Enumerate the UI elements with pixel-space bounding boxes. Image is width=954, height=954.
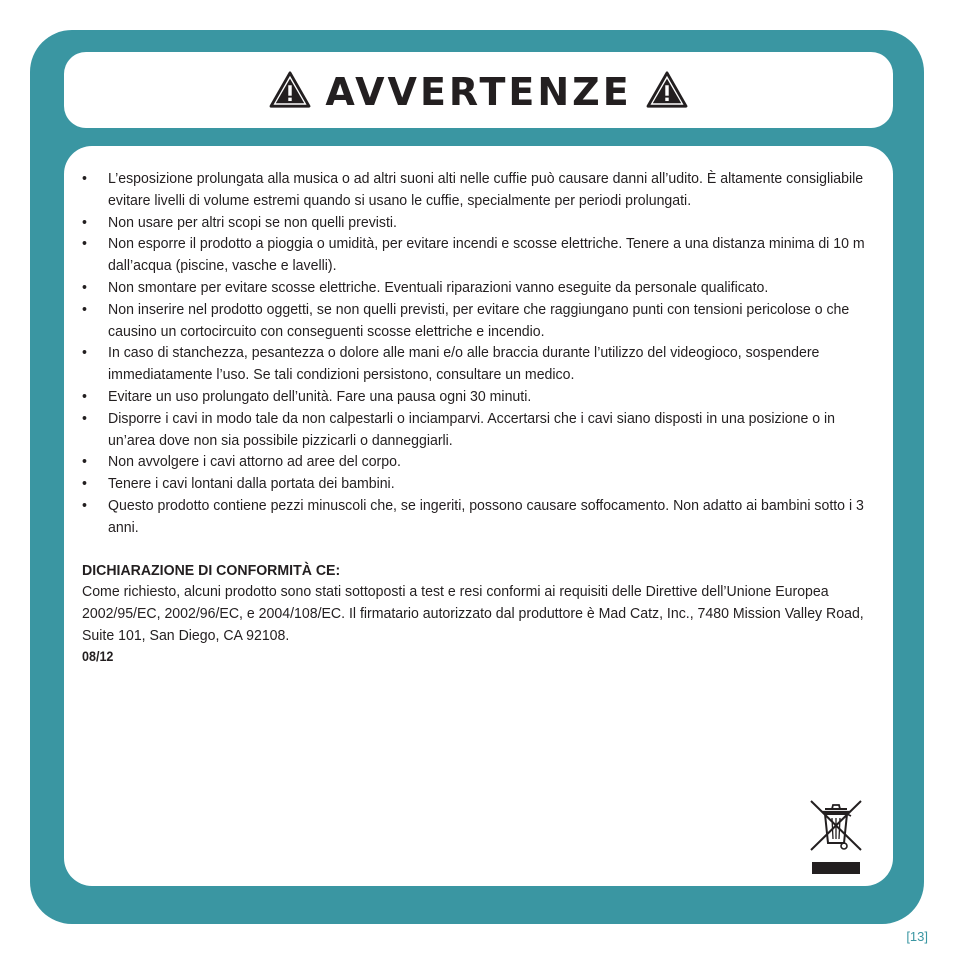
bullet: • xyxy=(82,409,87,427)
bullet: • xyxy=(82,213,87,231)
list-item xyxy=(82,299,882,343)
warning-text: Disporre i cavi in modo tale da non calpestarli o inciamparvi. Accertarsi che i cavi siano disposti in una posizione o in un’area dove non sia possibile pizzicarli o danneggiarli. xyxy=(108,409,836,449)
bullet: • xyxy=(82,278,87,296)
declaration-heading: DICHIARAZIONE DI CONFORMITÀ CE: xyxy=(82,561,341,579)
bullet: • xyxy=(82,453,87,471)
content-text xyxy=(82,168,882,667)
warning-text: In caso di stanchezza, pesantezza o dolore alle mani e/o alle braccia durante l’utilizzo del videogioco, sospendere immediatamente l’uso. Se tali condizioni persistono, consultare un medico. xyxy=(108,344,820,384)
warning-text: Tenere i cavi lontani dalla portata dei bambini. xyxy=(108,475,395,493)
warning-triangle-icon xyxy=(269,71,311,109)
warning-text: Non esporre il prodotto a pioggia o umidità, per evitare incendi e scosse elettriche. Tenere a una distanza minima di 10 m dall’acqua (piscine, vasche e lavelli). xyxy=(108,235,865,275)
list-item xyxy=(82,233,882,277)
crossed-out-wheelie-bin-icon xyxy=(808,798,864,878)
warning-text: Non avvolgere i cavi attorno ad aree del corpo. xyxy=(108,453,401,471)
list-item xyxy=(82,168,882,212)
list-item xyxy=(82,495,882,539)
warning-text: Non inserire nel prodotto oggetti, se non quelli previsti, per evitare che raggiungano punti con tensioni pericolose o che causino un cortocircuito con conseguenti scosse elettriche e incendio. xyxy=(108,300,850,340)
declaration-body: Come richiesto, alcuni prodotto sono stati sottoposti a test e resi conformi ai requisiti delle Direttive dell’Unione Europea 2002/95/EC, 2002/96/EC, e 2004/108/EC. Il firmatario autorizzato dal produttore è Mad Catz, Inc., 7480 Mission Valley Road, Suite 101, San Diego, CA 92108. xyxy=(82,583,864,644)
revision-date: 08/12 xyxy=(82,648,114,664)
bullet: • xyxy=(82,387,87,405)
bullet: • xyxy=(82,475,87,493)
list-item xyxy=(82,277,882,299)
list-item xyxy=(82,473,882,495)
warning-text: Questo prodotto contiene pezzi minuscoli che, se ingeriti, possono causare soffocamento. Non adatto ai bambini sotto i 3 anni. xyxy=(108,496,864,536)
warning-text: Non usare per altri scopi se non quelli previsti. xyxy=(108,213,397,231)
warning-text: Evitare un uso prolungato dell’unità. Fare una pausa ogni 30 minuti. xyxy=(108,387,532,405)
list-item xyxy=(82,386,882,408)
page-title: AVVERTENZE xyxy=(325,70,632,114)
list-item xyxy=(82,451,882,473)
warning-triangle-icon xyxy=(646,71,688,109)
header-panel xyxy=(64,52,893,128)
list-item xyxy=(82,408,882,452)
list-item xyxy=(82,212,882,234)
title-row xyxy=(269,70,687,114)
warning-text: Non smontare per evitare scosse elettriche. Eventuali riparazioni vanno eseguite da personale qualificato. xyxy=(108,278,769,296)
bullet: • xyxy=(82,235,87,253)
bullet: • xyxy=(82,170,87,187)
bullet: • xyxy=(82,300,87,318)
content-panel xyxy=(64,146,893,886)
warning-text: L’esposizione prolungata alla musica o ad altri suoni alti nelle cuffie può causare danni all’udito. È altamente consigliabile evitare livelli di volume estremi quando si usano le cuffie, specialmente per periodi prolungati. xyxy=(108,170,864,209)
bullet: • xyxy=(82,496,87,514)
page-number: [13] xyxy=(906,929,928,944)
warnings-list xyxy=(82,168,882,539)
list-item xyxy=(82,342,882,386)
bullet: • xyxy=(82,344,87,362)
